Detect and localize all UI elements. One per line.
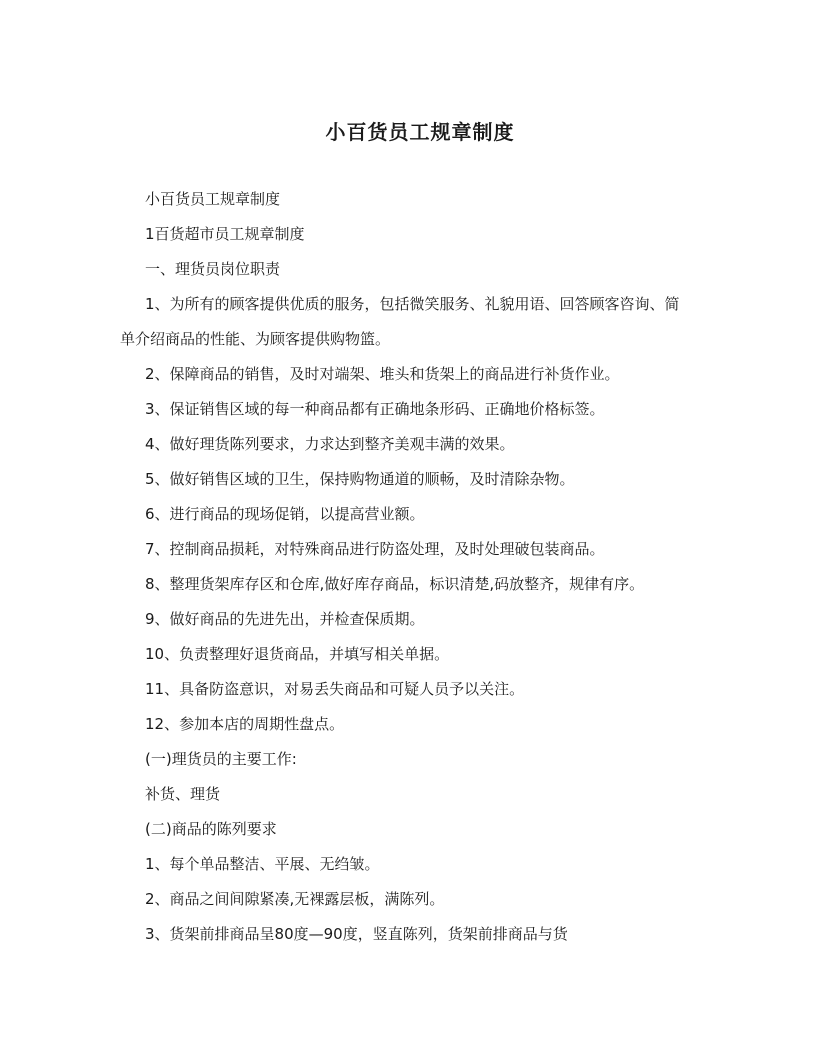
list-item: 3、保证销售区域的每一种商品都有正确地条形码、正确地价格标签。	[145, 400, 605, 418]
list-item: 4、做好理货陈列要求，力求达到整齐美观丰满的效果。	[145, 435, 515, 453]
list-item: 2、商品之间间隙紧凑,无裸露层板，满陈列。	[145, 890, 445, 908]
paragraph: 补货、理货	[145, 785, 221, 803]
subsection-heading: (二)商品的陈列要求	[145, 820, 277, 838]
paragraph: 小百货员工规章制度	[145, 190, 281, 208]
document-title: 小百货员工规章制度	[325, 120, 515, 144]
document-body	[120, 182, 680, 952]
list-item: 5、做好销售区域的卫生，保持购物通道的顺畅，及时清除杂物。	[145, 470, 575, 488]
list-item: 12、参加本店的周期性盘点。	[145, 715, 345, 733]
paragraph: 1百货超市员工规章制度	[145, 225, 305, 243]
list-item: 2、保障商品的销售，及时对端架、堆头和货架上的商品进行补货作业。	[145, 365, 620, 383]
list-item: 11、具备防盗意识，对易丢失商品和可疑人员予以关注。	[145, 680, 525, 698]
list-item: 6、进行商品的现场促销，以提高营业额。	[145, 505, 425, 523]
list-item: 10、负责整理好退货商品，并填写相关单据。	[145, 645, 450, 663]
list-item: 7、控制商品损耗，对特殊商品进行防盗处理，及时处理破包装商品。	[145, 540, 605, 558]
subsection-heading: (一)理货员的主要工作:	[145, 750, 297, 768]
list-item: 8、整理货架库存区和仓库,做好库存商品，标识清楚,码放整齐，规律有序。	[145, 575, 645, 593]
section-heading: 一、理货员岗位职责	[145, 260, 281, 278]
list-item: 1、为所有的顾客提供优质的服务，包括微笑服务、礼貌用语、回答顾客咨询、简单介绍商品的性能、为顾客提供购物篮。	[120, 295, 680, 348]
list-item: 3、货架前排商品呈80度—90度，竖直陈列，货架前排商品与货	[145, 925, 568, 943]
list-item: 1、每个单品整洁、平展、无绉皱。	[145, 855, 380, 873]
list-item: 9、做好商品的先进先出，并检查保质期。	[145, 610, 425, 628]
